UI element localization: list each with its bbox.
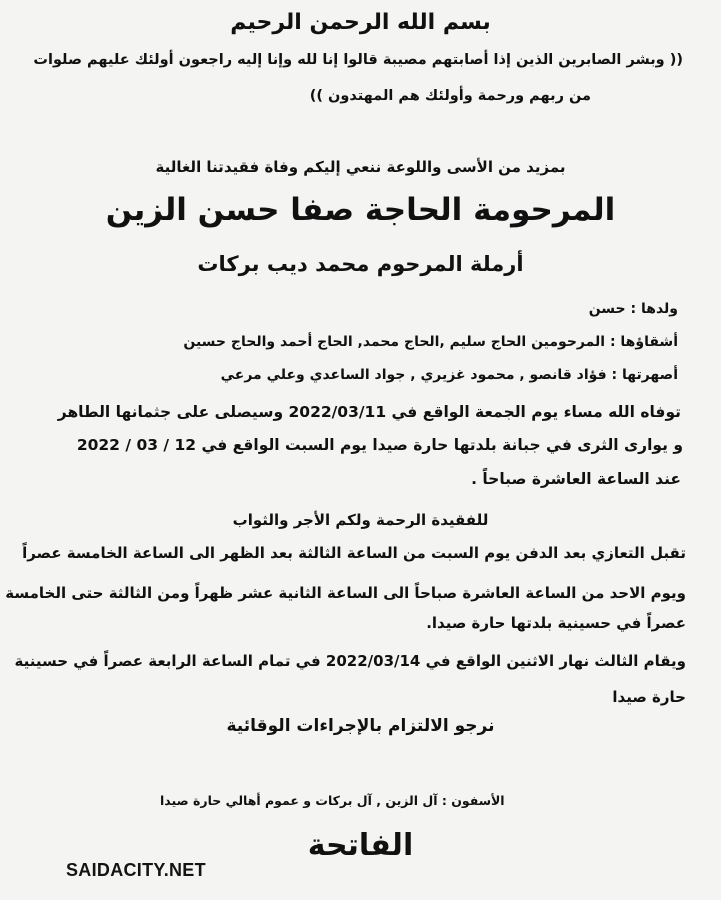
sons-line: ولدها : حسن	[588, 301, 678, 317]
mercy-line: للفقيدة الرحمة ولكم الأجر والثواب	[232, 511, 489, 529]
death-notice-line-3: عند الساعة العاشرة صباحاً .	[471, 470, 681, 488]
closing-fatiha: الفاتحة	[307, 828, 414, 863]
widow-of-line: أرملة المرحوم محمد ديب بركات	[197, 252, 524, 276]
inlaws-line: أصهرتها : فؤاد قانصو , محمود غزيري , جواد الساعدي وعلي مرعي	[220, 367, 678, 383]
condolences-line-3: عصراً في حسينية بلدتها حارة صيدا.	[426, 614, 686, 632]
preventive-measures-line: نرجو الالتزام بالإجراءات الوقائية	[226, 716, 495, 736]
deceased-name: المرحومة الحاجة صفا حسن الزين	[105, 192, 616, 228]
site-watermark: SAIDACITY.NET	[66, 860, 206, 880]
quran-verse-line-1: (( وبشر الصابرين الذين إذا أصابتهم مصيبة قالوا إنا لله وإنا إليه راجعون أولئك عليهم صلوات	[33, 52, 683, 68]
condolences-line-5: حارة صيدا	[612, 688, 686, 706]
condolences-line-1: تقبل التعازي بعد الدفن يوم السبت من الساعة الثالثة بعد الظهر الى الساعة الخامسة عصراً	[22, 544, 686, 562]
announcement-intro: بمزيد من الأسى واللوعة ننعي إليكم وفاة فقيدتنا الغالية	[155, 158, 566, 176]
death-notice-line-1: توفاه الله مساء يوم الجمعة الواقع في 2022/03/11 وسيصلى على جثمانها الطاهر	[57, 403, 681, 421]
brothers-line: أشقاؤها : المرحومين الحاج سليم ,الحاج محمد, الحاج أحمد والحاج حسين	[183, 334, 678, 350]
condolences-line-2: ويوم الاحد من الساعة العاشرة صباحاً الى الساعة الثانية عشر ظهراً ومن الثالثة حتى الخامسة	[5, 584, 686, 602]
basmala-heading: بسم الله الرحمن الرحيم	[230, 10, 491, 35]
quran-verse-line-2: من ربهم ورحمة وأولئك هم المهتدون ))	[309, 88, 591, 104]
condolences-line-4: ويقام الثالث نهار الاثنين الواقع في 2022/03/14 في تمام الساعة الرابعة عصراً في حسينية	[14, 652, 686, 670]
death-notice-line-2: و يوارى الثرى في جبانة بلدتها حارة صيدا يوم السبت الواقع في 12 / 03 / 2022	[76, 436, 683, 454]
mourners-line: الأسفون : آل الزين , آل بركات و عموم أهالي حارة صيدا	[160, 793, 505, 808]
